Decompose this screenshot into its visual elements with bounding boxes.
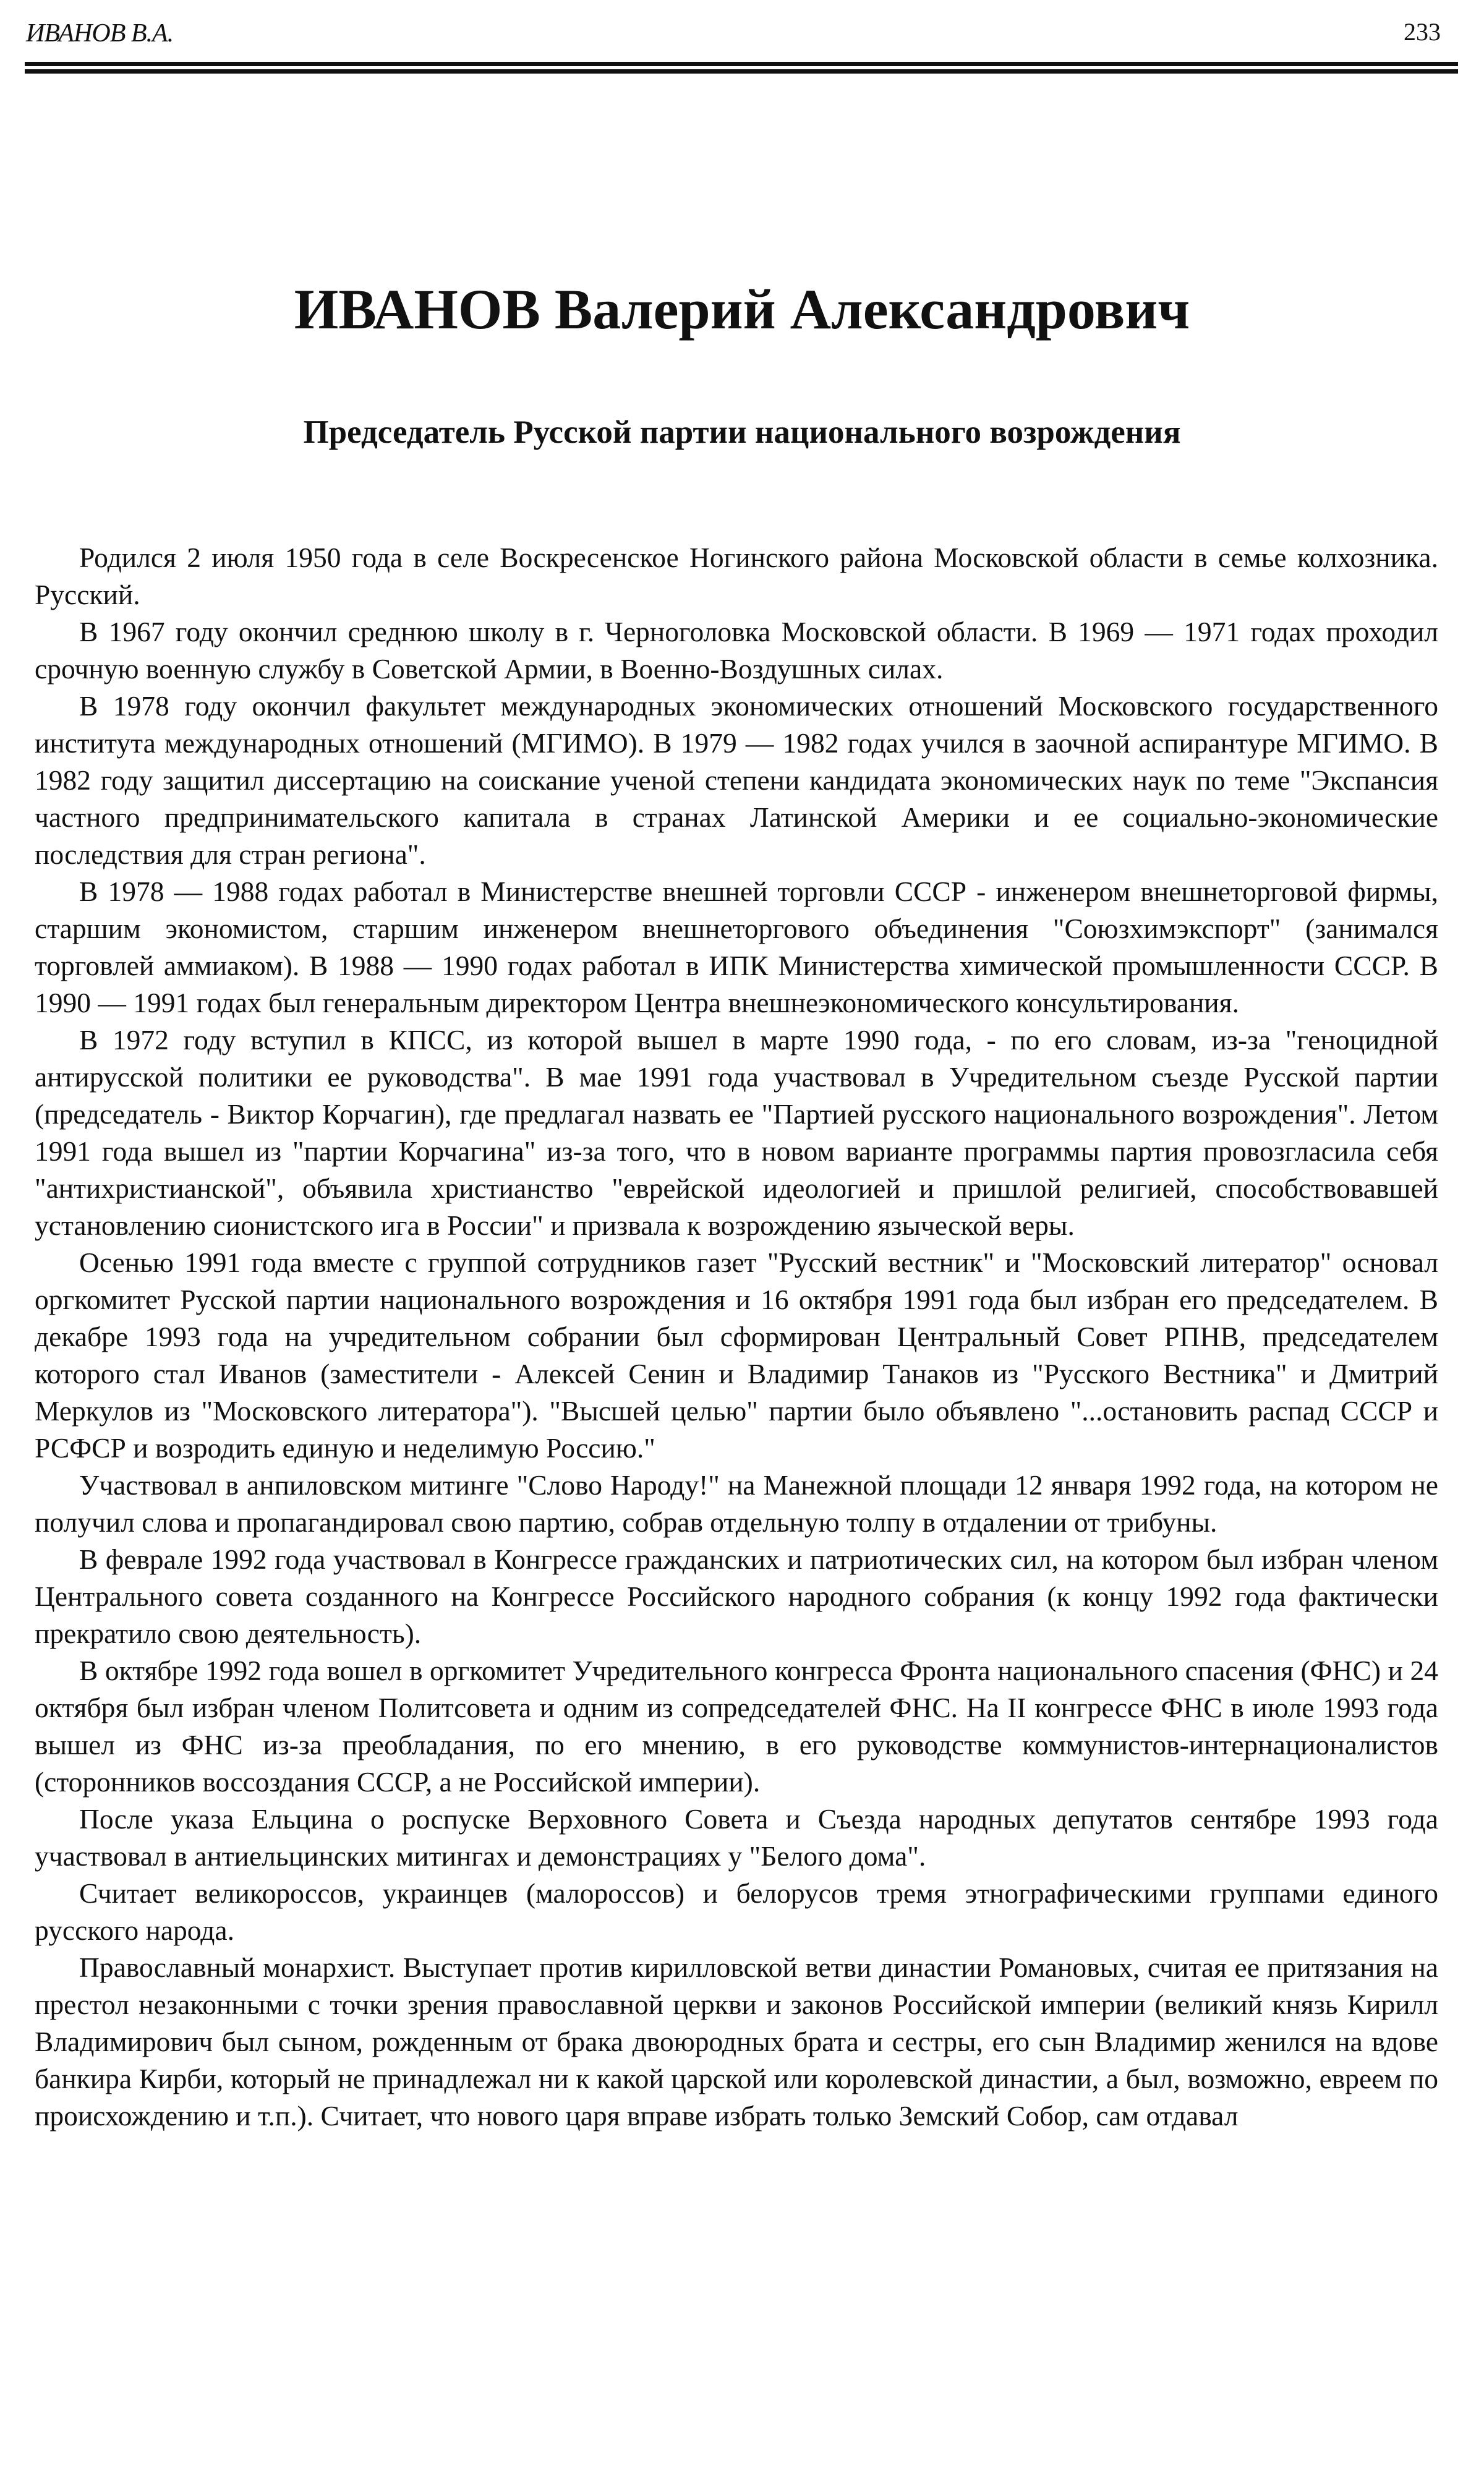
header-rule-top — [25, 62, 1458, 66]
paragraph: Считает великороссов, украинцев (малороссов) и белорусов тремя этнографическими группами единого русского народа. — [35, 1877, 1438, 1946]
paragraph: В 1967 году окончил среднюю школу в г. Черноголовка Московской области. В 1969 — 1971 годах проходил срочную военную службу в Советской Армии, в Военно-Воздушных силах. — [35, 616, 1438, 685]
article-body — [35, 539, 1438, 2135]
paragraph: Родился 2 июля 1950 года в селе Воскресенское Ногинского района Московской области в семье колхозника. Русский. — [35, 542, 1438, 610]
page-title: ИВАНОВ Валерий Александрович — [294, 277, 1190, 341]
paragraph: Православный монархист. Выступает против кирилловской ветви династии Романовых, считая ее притязания на престол незаконными с точки зрения православной церкви и законов Российской империи (великий князь Кирилл Владимирович был сыном, рожденным от брака двоюродных брата и сестры, его сын Владимир женился на вдове банкира Кирби, который не принадлежал ни к какой царской или королевской династии, а был, возможно, евреем по происхождению и т.п.). Считает, что нового царя вправе избрать только Земский Собор, сам отдавал — [35, 1952, 1438, 2131]
paragraph: В феврале 1992 года участвовал в Конгрессе гражданских и патриотических сил, на котором был избран членом Центрального совета созданного на Конгрессе Российского народного собрания (к концу 1992 года фактически прекратило свою деятельность). — [35, 1543, 1438, 1649]
running-head: ИВАНОВ В.А. — [26, 19, 174, 48]
page-subtitle: Председатель Русской партии национального возрождения — [303, 414, 1181, 450]
paragraph: Участвовал в анпиловском митинге "Слово Народу!" на Манежной площади 12 января 1992 года, на котором не получил слова и пропагандировал свою партию, собрав отдельную толпу в отдалении от трибуны. — [35, 1469, 1438, 1538]
paragraph: В 1972 году вступил в КПСС, из которой вышел в марте 1990 года, - по его словам, из-за "геноцидной антирусской политики ее руководства". В мае 1991 года участвовал в Учредительном съезде Русской партии (председатель - Виктор Корчагин), где предлагал назвать ее "Партией русского национального возрождения". Летом 1991 года вышел из "партии Корчагина" из-за того, что в новом варианте программы партия провозгласила себя "антихристианской", объявила христианство "еврейской идеологией и пришлой религией, способствовавшей установлению сионистского ига в России" и призвала к возрождению языческой веры. — [35, 1024, 1438, 1241]
paragraph: В 1978 году окончил факультет международных экономических отношений Московского государственного института международных отношений (МГИМО). В 1979 — 1982 годах учился в заочной аспирантуре МГИМО. В 1982 году защитил диссертацию на соискание ученой степени кандидата экономических наук по теме "Экспансия частного предпринимательского капитала в странах Латинской Америки и ее социально-экономические последствия для стран региона". — [35, 690, 1438, 870]
paragraph: В октябре 1992 года вошел в оргкомитет Учредительного конгресса Фронта национального спасения (ФНС) и 24 октября был избран членом Политсовета и одним из сопредседателей ФНС. На II конгрессе ФНС в июле 1993 года вышел из ФНС из-за преобладания, по его мнению, в его руководстве коммунистов-интернационалистов (сторонников воссоздания СССР, а не Российской империи). — [35, 1655, 1438, 1798]
header-rule-bottom — [25, 69, 1458, 74]
page-number: 233 — [1404, 18, 1441, 46]
paragraph: После указа Ельцина о роспуске Верховного Совета и Съезда народных депутатов сентябре 1993 года участвовал в антиельцинских митингах и демонстрациях у "Белого дома". — [35, 1803, 1438, 1872]
paragraph: Осенью 1991 года вместе с группой сотрудников газет "Русский вестник" и "Московский литератор" основал оргкомитет Русской партии национального возрождения и 16 октября 1991 года был избран его председателем. В декабре 1993 года на учредительном собрании был сформирован Центральный Совет РПНВ, председателем которого стал Иванов (заместители - Алексей Сенин и Владимир Танаков из "Русского Вестника" и Дмитрий Меркулов из "Московского литератора"). "Высшей целью" партии было объявлено "...остановить распад СССР и РСФСР и возродить единую и неделимую Россию." — [35, 1247, 1438, 1464]
paragraph: В 1978 — 1988 годах работал в Министерстве внешней торговли СССР - инженером внешнеторговой фирмы, старшим экономистом, старшим инженером внешнеторгового объединения "Союзхимэкспорт" (занимался торговлей аммиаком). В 1988 — 1990 годах работал в ИПК Министерства химической промышленности СССР. В 1990 — 1991 годах был генеральным директором Центра внешнеэкономического консультирования. — [35, 876, 1438, 1018]
